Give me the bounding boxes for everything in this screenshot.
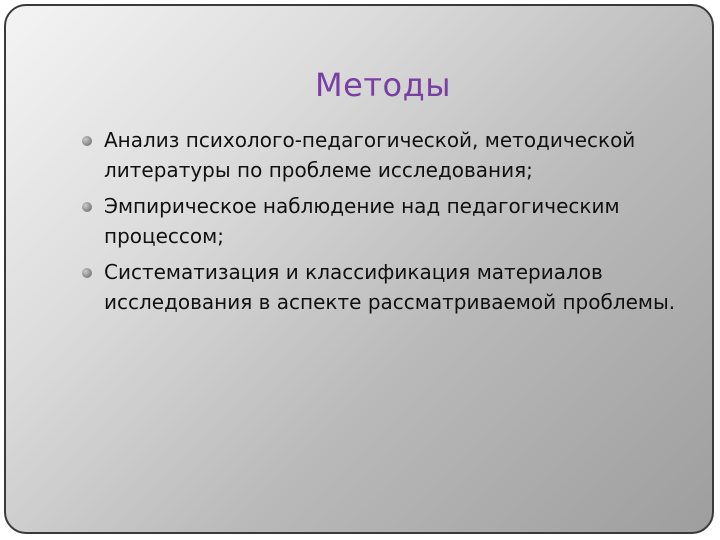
bullet-list [82, 125, 682, 317]
bullet-item [82, 191, 682, 251]
bullet-dot-icon [82, 136, 92, 146]
slide [4, 4, 714, 534]
bullet-item [82, 125, 682, 185]
bullet-dot-icon [82, 202, 92, 212]
bullet-text: Эмпирическое наблюдение над педагогическим процессом; [104, 194, 620, 248]
bullet-text: Анализ психолого-педагогической, методической литературы по проблеме исследования; [104, 128, 636, 182]
bullet-text: Систематизация и классификация материалов исследования в аспекте рассматриваемой проблемы. [104, 260, 676, 314]
bullet-dot-icon [82, 268, 92, 278]
bullet-item [82, 257, 682, 317]
slide-title: Методы [315, 66, 451, 104]
